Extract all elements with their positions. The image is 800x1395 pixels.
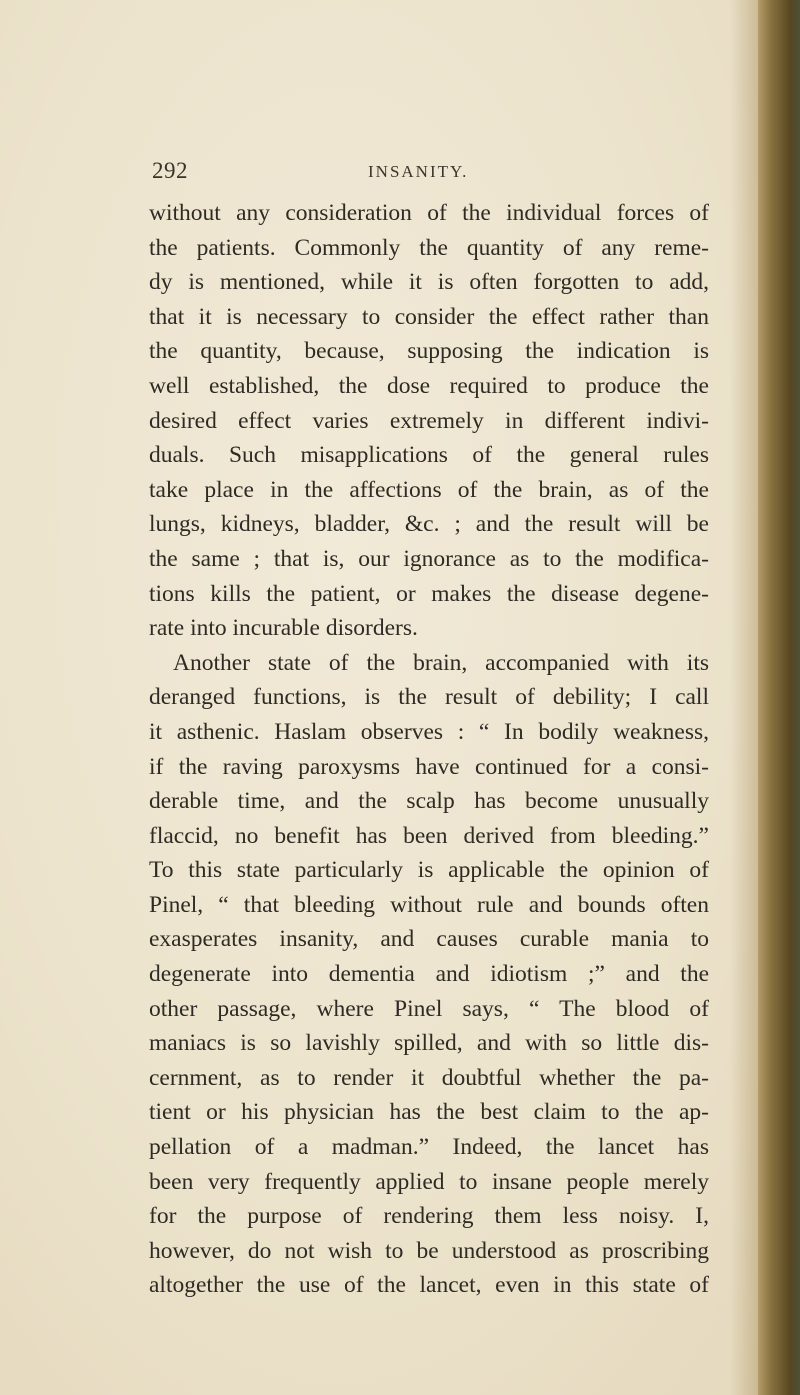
text-line: rate into incurable disorders. — [149, 615, 418, 642]
book-edge-highlight — [790, 0, 800, 1395]
text-line: well established, the dose required to produce the — [149, 372, 709, 399]
text-line: dy is mentioned, while it is often forgotten to add, — [149, 269, 709, 296]
text-line: pellation of a madman.” Indeed, the lancet has — [149, 1134, 709, 1161]
text-line: been very frequently applied to insane people merely — [149, 1168, 709, 1195]
text-line: the quantity, because, supposing the indication is — [149, 338, 709, 365]
text-line: the same ; that is, our ignorance as to the modifica- — [149, 545, 709, 572]
text-line: however, do not wish to be understood as proscribing — [149, 1237, 709, 1264]
body-text — [149, 196, 709, 1303]
text-line: exasperates insanity, and causes curable mania to — [149, 926, 709, 953]
text-line: To this state particularly is applicable the opinion of — [149, 857, 709, 884]
text-line: take place in the affections of the brain, as of the — [149, 476, 709, 503]
text-line: the patients. Commonly the quantity of any reme- — [149, 234, 709, 261]
text-line: without any consideration of the individual forces of — [149, 200, 709, 226]
text-line: duals. Such misapplications of the general rules — [149, 442, 709, 469]
text-line: other passage, where Pinel says, “ The blood of — [149, 995, 709, 1022]
page-edge-shadow — [730, 0, 758, 1395]
text-line: that it is necessary to consider the effect rather than — [149, 303, 709, 330]
text-line: lungs, kidneys, bladder, &c. ; and the result will be — [149, 511, 709, 538]
text-line: tions kills the patient, or makes the disease degene- — [149, 580, 709, 607]
text-line: for the purpose of rendering them less noisy. I, — [149, 1203, 709, 1230]
text-line: maniacs is so lavishly spilled, and with so little dis- — [149, 1030, 709, 1057]
text-line: degenerate into dementia and idiotism ;” and the — [149, 961, 709, 988]
text-line: deranged functions, is the result of debility; I call — [149, 684, 709, 711]
text-line: desired effect varies extremely in different indivi- — [149, 407, 709, 434]
text-line: Another state of the brain, accompanied with its — [173, 649, 709, 676]
running-head: INSANITY. — [368, 162, 469, 181]
text-line: it asthenic. Haslam observes : “ In bodily weakness, — [149, 718, 709, 745]
text-line: flaccid, no benefit has been derived from bleeding.” — [149, 822, 709, 849]
text-line: cernment, as to render it doubtful whether the pa- — [149, 1064, 709, 1091]
page-header — [152, 158, 712, 190]
text-line: altogether the use of the lancet, even in this state of — [149, 1272, 709, 1299]
text-line: tient or his physician has the best claim to the ap- — [149, 1099, 709, 1126]
text-line: if the raving paroxysms have continued for a consi- — [149, 753, 709, 780]
text-line: derable time, and the scalp has become unusually — [149, 788, 709, 815]
page-number: 292 — [152, 158, 188, 183]
text-line: Pinel, “ that bleeding without rule and bounds often — [149, 891, 709, 918]
